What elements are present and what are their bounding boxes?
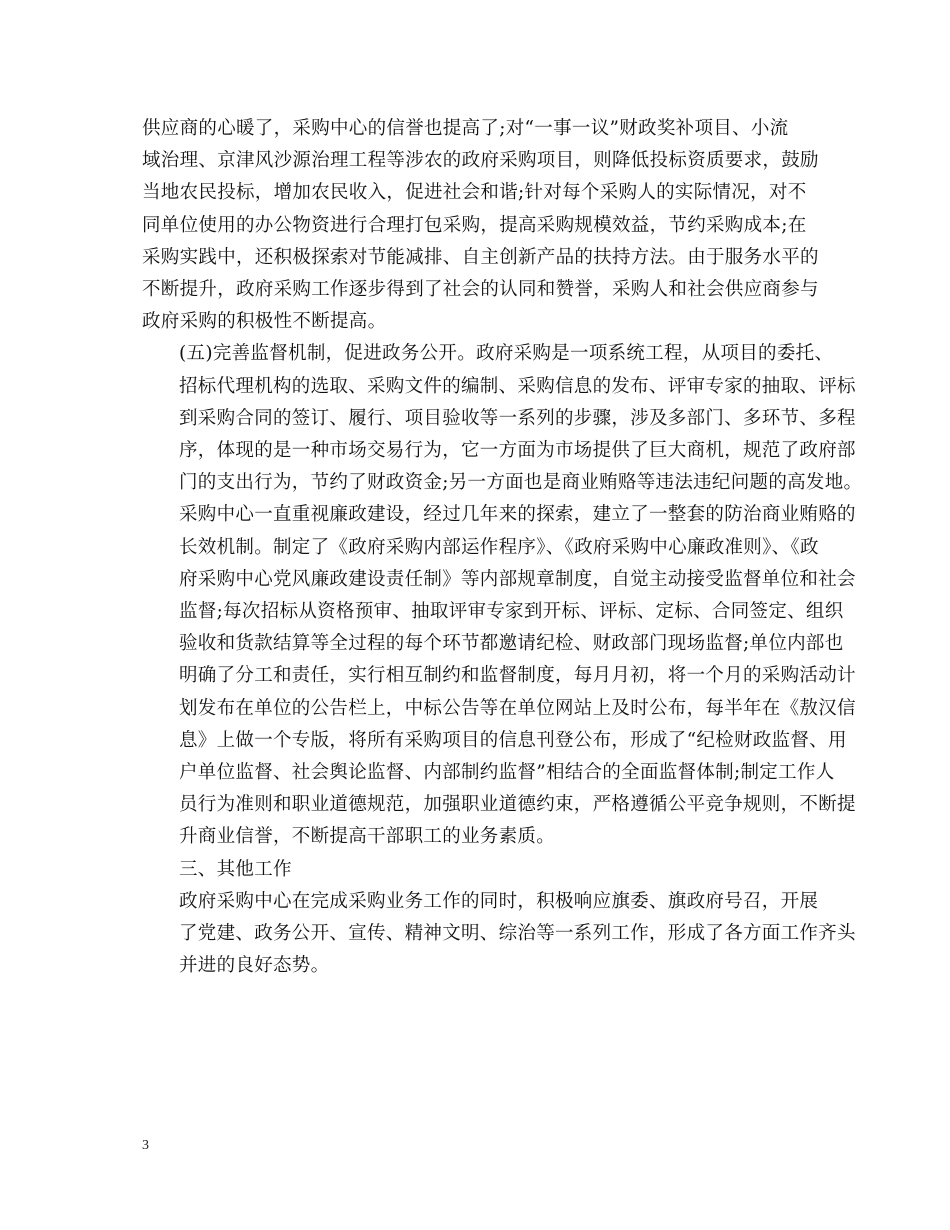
text-line: 升商业信誉，不断提高干部职工的业务素质。 — [179, 826, 556, 848]
text-line: 长效机制。制定了《政府采购内部运作程序》、《政府采购中心廉政准则》、《政 — [179, 536, 819, 558]
page-number: 3 — [142, 1138, 149, 1153]
text-line: 员行为准则和职业道德规范，加强职业道德约束，严格遵循公平竞争规则，不断提 — [179, 794, 856, 816]
text-line: 府采购中心党风廉政建设责任制》等内部规章制度，自觉主动接受监督单位和社会 — [179, 568, 856, 590]
text-line: 采购中心一直重视廉政建设，经过几年来的探索，建立了一整套的防治商业贿赂的 — [179, 504, 856, 526]
text-line: 三、其他工作 — [179, 858, 292, 880]
text-line: 并进的良好态势。 — [179, 955, 330, 977]
text-line: 同单位使用的办公物资进行合理打包采购，提高采购规模效益，节约采购成本;在 — [142, 214, 807, 236]
text-line: 了党建、政务公开、宣传、精神文明、综治等一系列工作，形成了各方面工作齐头 — [179, 923, 856, 945]
text-line: 不断提升，政府采购工作逐步得到了社会的认同和赞誉，采购人和社会供应商参与 — [142, 279, 819, 301]
text-line: 户单位监督、社会舆论监督、内部制约监督”相结合的全面监督体制;制定工作人 — [179, 762, 835, 784]
text-line: 政府采购中心在完成采购业务工作的同时，积极响应旗委、旗政府号召，开展 — [179, 890, 819, 912]
text-line: 划发布在单位的公告栏上，中标公告等在单位网站上及时公布，每半年在《敖汉信 — [179, 697, 856, 719]
document-body — [142, 113, 863, 982]
text-line: 监督;每次招标从资格预审、抽取评审专家到开标、评标、定标、合同签定、组织 — [179, 601, 844, 623]
paragraph-other-work — [142, 886, 856, 983]
text-line: 采购实践中，还积极探索对节能减排、自主创新产品的扶持方法。由于服务水平的 — [142, 246, 819, 268]
text-line: 域治理、京津风沙源治理工程等涉农的政府采购项目，则降低投标资质要求，鼓励 — [142, 150, 819, 172]
text-line: 供应商的心暖了，采购中心的信誉也提高了;对“一事一议”财政奖补项目、小流 — [142, 118, 789, 139]
text-line: 明确了分工和责任，实行相互制约和监督制度，每月月初，将一个月的采购活动计 — [179, 665, 856, 687]
paragraph-supervision-mechanism — [142, 338, 863, 853]
text-line: 到采购合同的签订、履行、项目验收等一系列的步骤，涉及多部门、多环节、多程 — [179, 407, 856, 429]
text-line: 招标代理机构的选取、采购文件的编制、采购信息的发布、评审专家的抽取、评标 — [179, 375, 856, 397]
text-line: (五)完善监督机制，促进政务公开。政府采购是一项系统工程，从项目的委托、 — [179, 343, 834, 365]
text-line: 当地农民投标，增加农民收入，促进社会和谐;针对每个采购人的实际情况，对不 — [142, 182, 807, 204]
paragraph-supplier-satisfaction — [142, 113, 819, 338]
text-line: 息》上做一个专版，将所有采购项目的信息刊登公布，形成了“纪检财政监督、用 — [179, 729, 847, 751]
text-line: 政府采购的积极性不断提高。 — [142, 311, 387, 333]
text-line: 门的支出行为，节约了财政资金;另一方面也是商业贿赂等违法违纪问题的高发地。 — [179, 472, 863, 494]
text-line: 序，体现的是一种市场交易行为，它一方面为市场提供了巨大商机，规范了政府部 — [179, 440, 856, 462]
section-heading-other-work — [142, 854, 812, 886]
text-line: 验收和货款结算等全过程的每个环节都邀请纪检、财政部门现场监督;单位内部也 — [179, 633, 844, 655]
